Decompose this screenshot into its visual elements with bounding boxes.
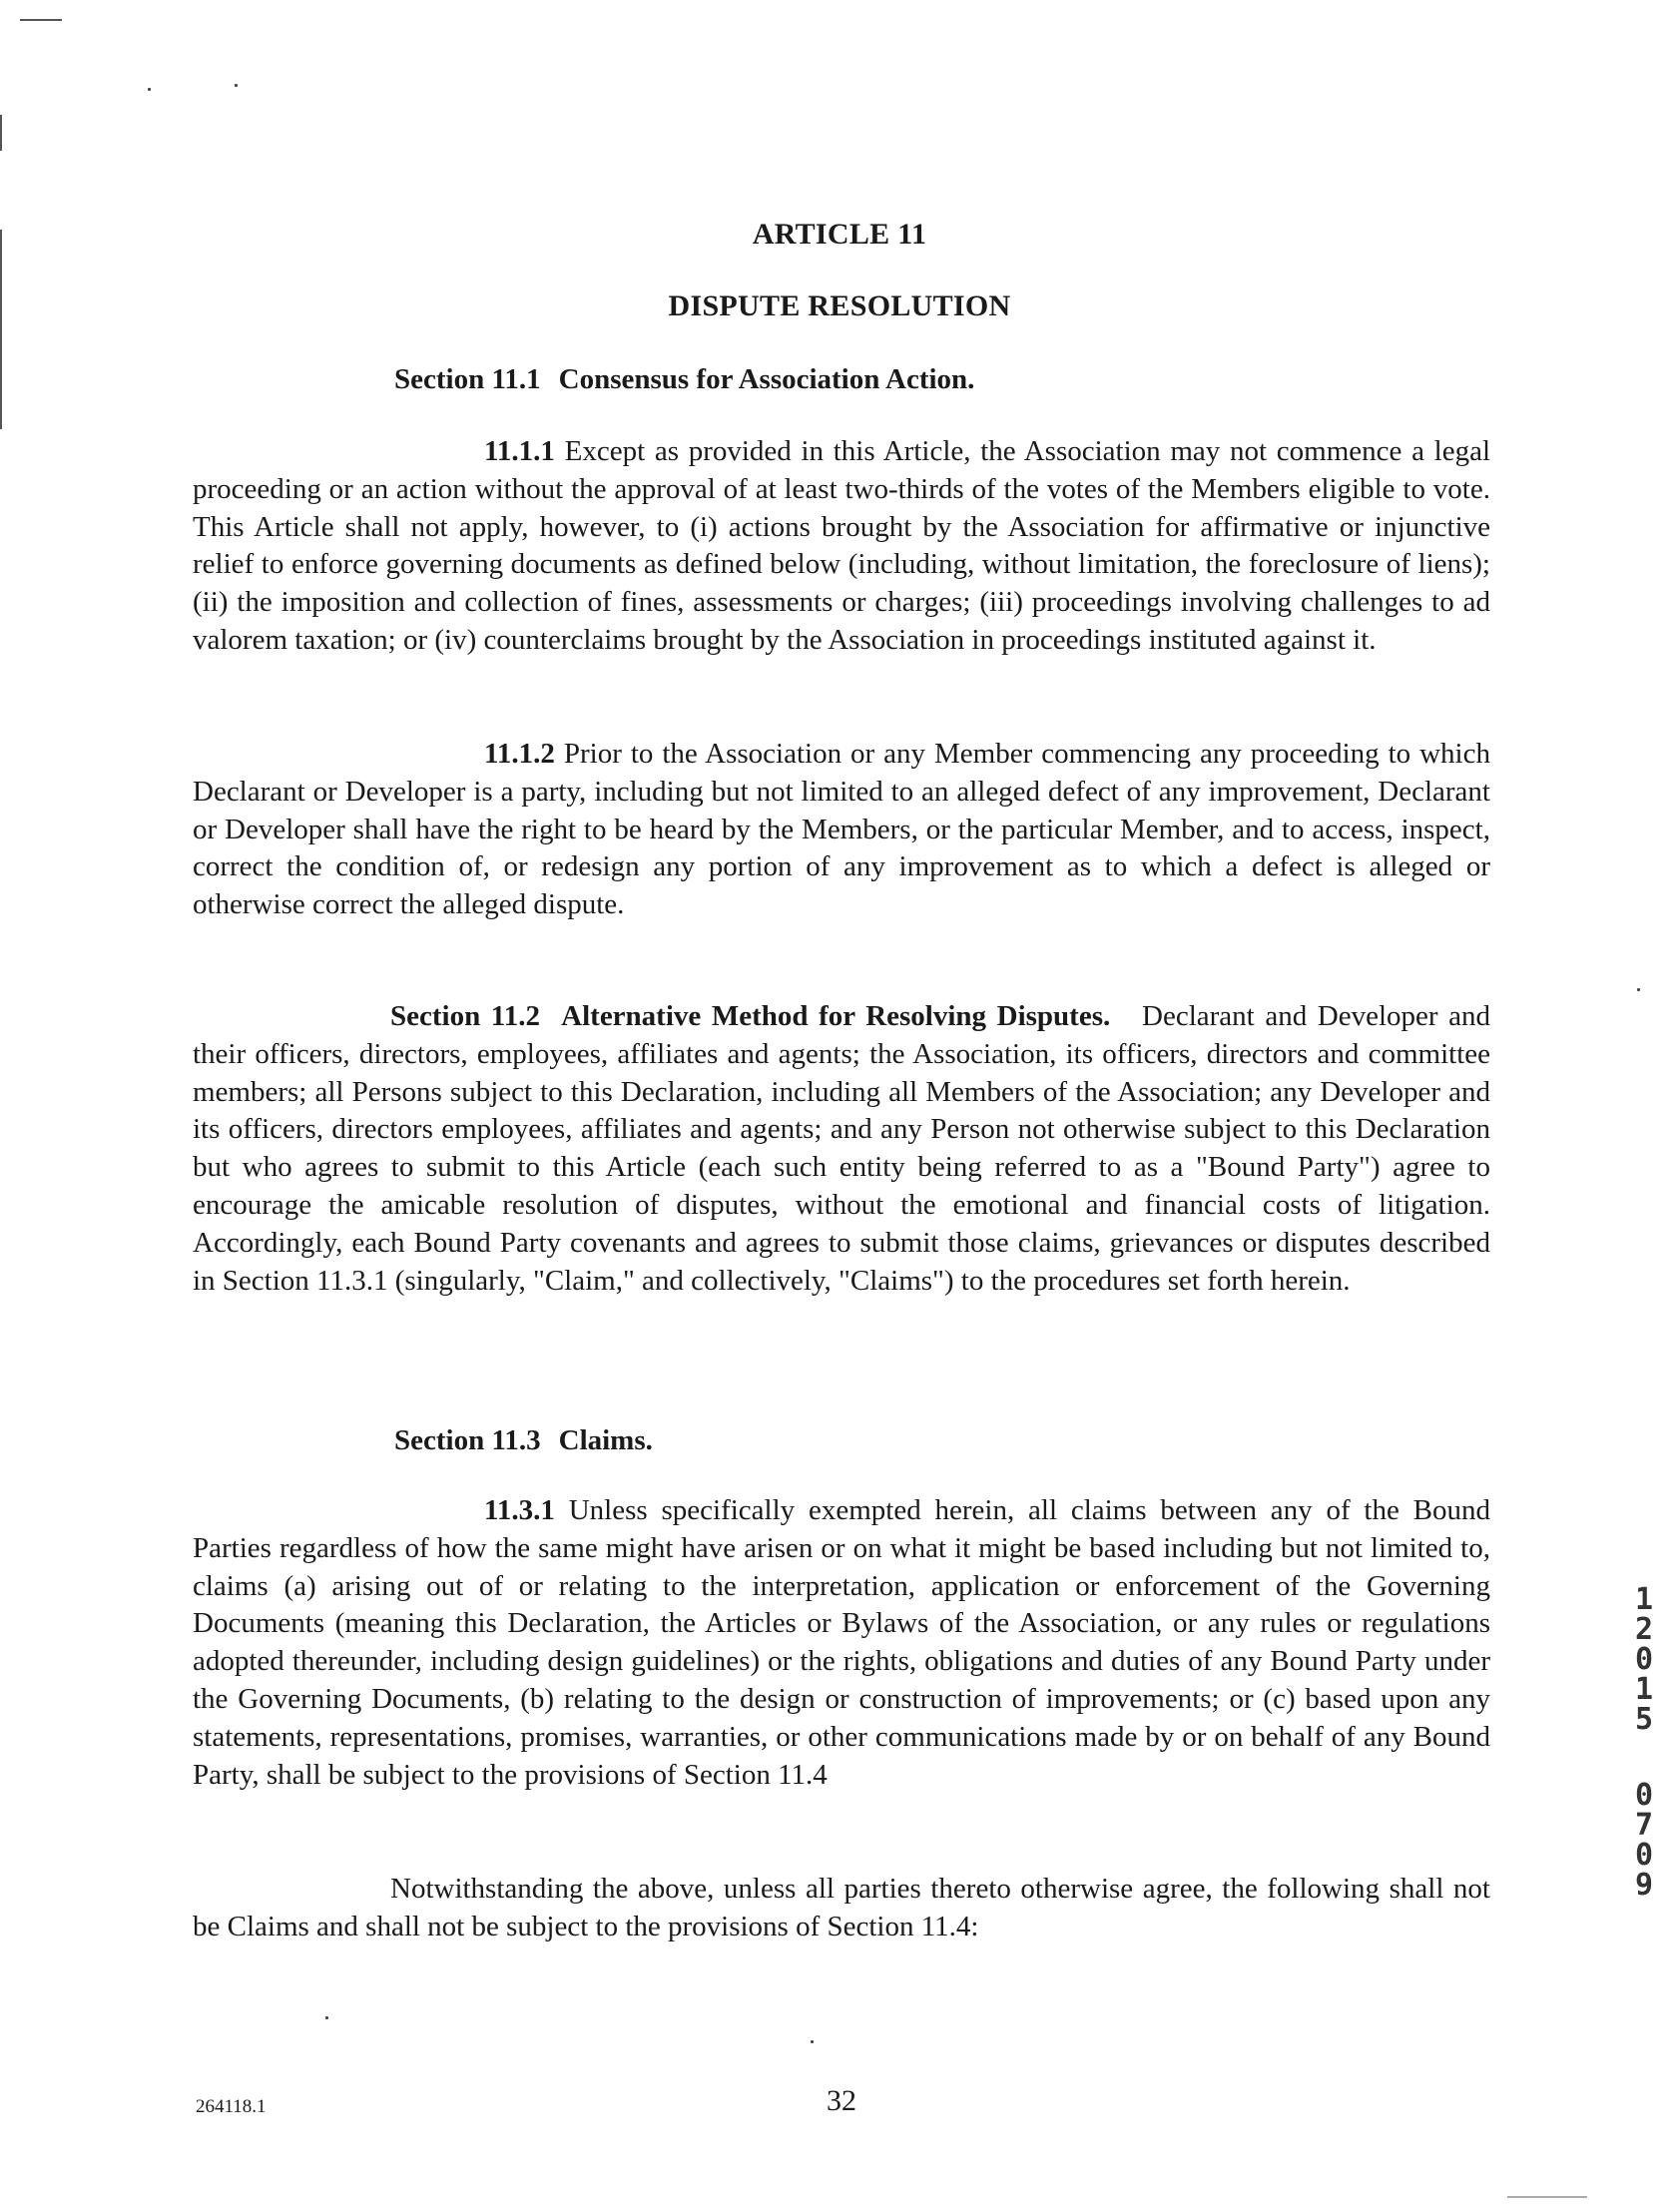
article-subtitle: DISPUTE RESOLUTION bbox=[668, 289, 1011, 322]
paragraph-number: 11.1.1 bbox=[484, 435, 555, 467]
section-title: Consensus for Association Action. bbox=[558, 363, 975, 395]
stamp-digit: 2 bbox=[1634, 1612, 1654, 1647]
stamp-digit: 9 bbox=[1634, 1868, 1654, 1903]
section-number: Section 11.2 bbox=[390, 1000, 540, 1032]
stamp-digit: 0 bbox=[1634, 1838, 1654, 1873]
paragraph-text: Unless specifically exempted herein, all claims between any of the Bound Parties regardless of how the same might have arisen or on what it might be based including but not limited to, claims (a) arising out of or relating to the interpretation, application or enforcement of the Governing Documents (meaning this Declaration, the Articles or Bylaws of the Association, or any rules or regulations adopted thereunder, including design guidelines) or the rights, obligations and duties of any Bound Party under the Governing Documents, (b) relating to the design or construction of improvements; or (c) based upon any statements, representations, promises, warranties, or other communications made by or on behalf of any Bound Party, shall be subject to the provisions of Section 11.4 bbox=[193, 1494, 1491, 1791]
scan-dot bbox=[235, 84, 238, 87]
section-number: Section 11.1 bbox=[394, 363, 541, 395]
paragraph-number: 11.3.1 bbox=[484, 1494, 555, 1526]
scan-mark bbox=[0, 230, 2, 429]
stamp-digit: 1 bbox=[1634, 1582, 1654, 1617]
stamp-digit: 0 bbox=[1634, 1642, 1654, 1677]
document-number: 264118.1 bbox=[196, 2096, 267, 2117]
section-number: Section 11.3 bbox=[394, 1424, 541, 1456]
scan-dot bbox=[1637, 988, 1640, 991]
paragraph-notwithstanding bbox=[193, 1871, 1490, 1946]
scan-dot bbox=[148, 88, 151, 91]
recording-stamp bbox=[1632, 1582, 1656, 1903]
section-heading bbox=[394, 1424, 653, 1457]
section-heading bbox=[394, 363, 974, 396]
scan-mark bbox=[0, 115, 2, 151]
scan-dot bbox=[811, 2040, 814, 2043]
stamp-digit: 7 bbox=[1634, 1808, 1654, 1843]
paragraph-11-1-2 bbox=[193, 736, 1490, 924]
paragraph-11-1-1 bbox=[193, 433, 1490, 660]
stamp-digit: 5 bbox=[1634, 1702, 1654, 1737]
section-title: Alternative Method for Resolving Disputes. bbox=[561, 1000, 1111, 1032]
stamp-digit: 0 bbox=[1634, 1778, 1654, 1813]
stamp-digit: 1 bbox=[1634, 1672, 1654, 1707]
paragraph-text: Notwithstanding the above, unless all parties thereto otherwise agree, the following shall not be Claims and shall not be subject to the provisions of Section 11.4: bbox=[193, 1873, 1490, 1942]
paragraph-number: 11.1.2 bbox=[484, 738, 555, 770]
paragraph-section-11-2 bbox=[193, 998, 1490, 1300]
scan-mark bbox=[20, 19, 62, 21]
article-title: ARTICLE 11 bbox=[752, 218, 927, 251]
paragraph-text: Prior to the Association or any Member commencing any proceeding to which Declarant or Developer is a party, including but not limited to an alleged defect of any improvement, Declarant or Developer shall have the right to be heard by the Members, or the particular Member, and to access, inspect, correct the condition of, or redesign any portion of any improvement as to which a defect is alleged or otherwise correct the alleged dispute. bbox=[193, 738, 1490, 921]
paragraph-11-3-1 bbox=[193, 1492, 1490, 1794]
section-title: Claims. bbox=[558, 1424, 653, 1456]
paragraph-text: Declarant and Developer and their officers, directors, employees, affiliates and agents; the Association, its officers, directors and committee members; all Persons subject to this Declaration, including all Members of the Association; any Developer and its officers, directors employees, affiliates and agents; and any Person not otherwise subject to this Declaration but who agrees to submit to this Article (each such entity being referred to as a "Bound Party") agree to encourage the amicable resolution of disputes, without the emotional and financial costs of litigation. Accordingly, each Bound Party covenants and agrees to submit those claims, grievances or disputes described in Section 11.3.1 (singularly, "Claim," and collectively, "Claims") to the procedures set forth herein. bbox=[193, 1000, 1491, 1297]
scan-dot bbox=[325, 2016, 328, 2019]
page-number: 32 bbox=[827, 2084, 856, 2117]
scan-mark bbox=[1507, 2196, 1587, 2198]
paragraph-text: Except as provided in this Article, the Association may not commence a legal proceeding or an action without the approval of at least two-thirds of the votes of the Members eligible to vote. This Article shall not apply, however, to (i) actions brought by the Association for affirmative or injunctive relief to enforce governing documents as defined below (including, without limitation, the foreclosure of liens); (ii) the imposition and collection of fines, assessments or charges; (iii) proceedings involving challenges to ad valorem taxation; or (iv) counterclaims brought by the Association in proceedings instituted against it. bbox=[193, 435, 1490, 656]
